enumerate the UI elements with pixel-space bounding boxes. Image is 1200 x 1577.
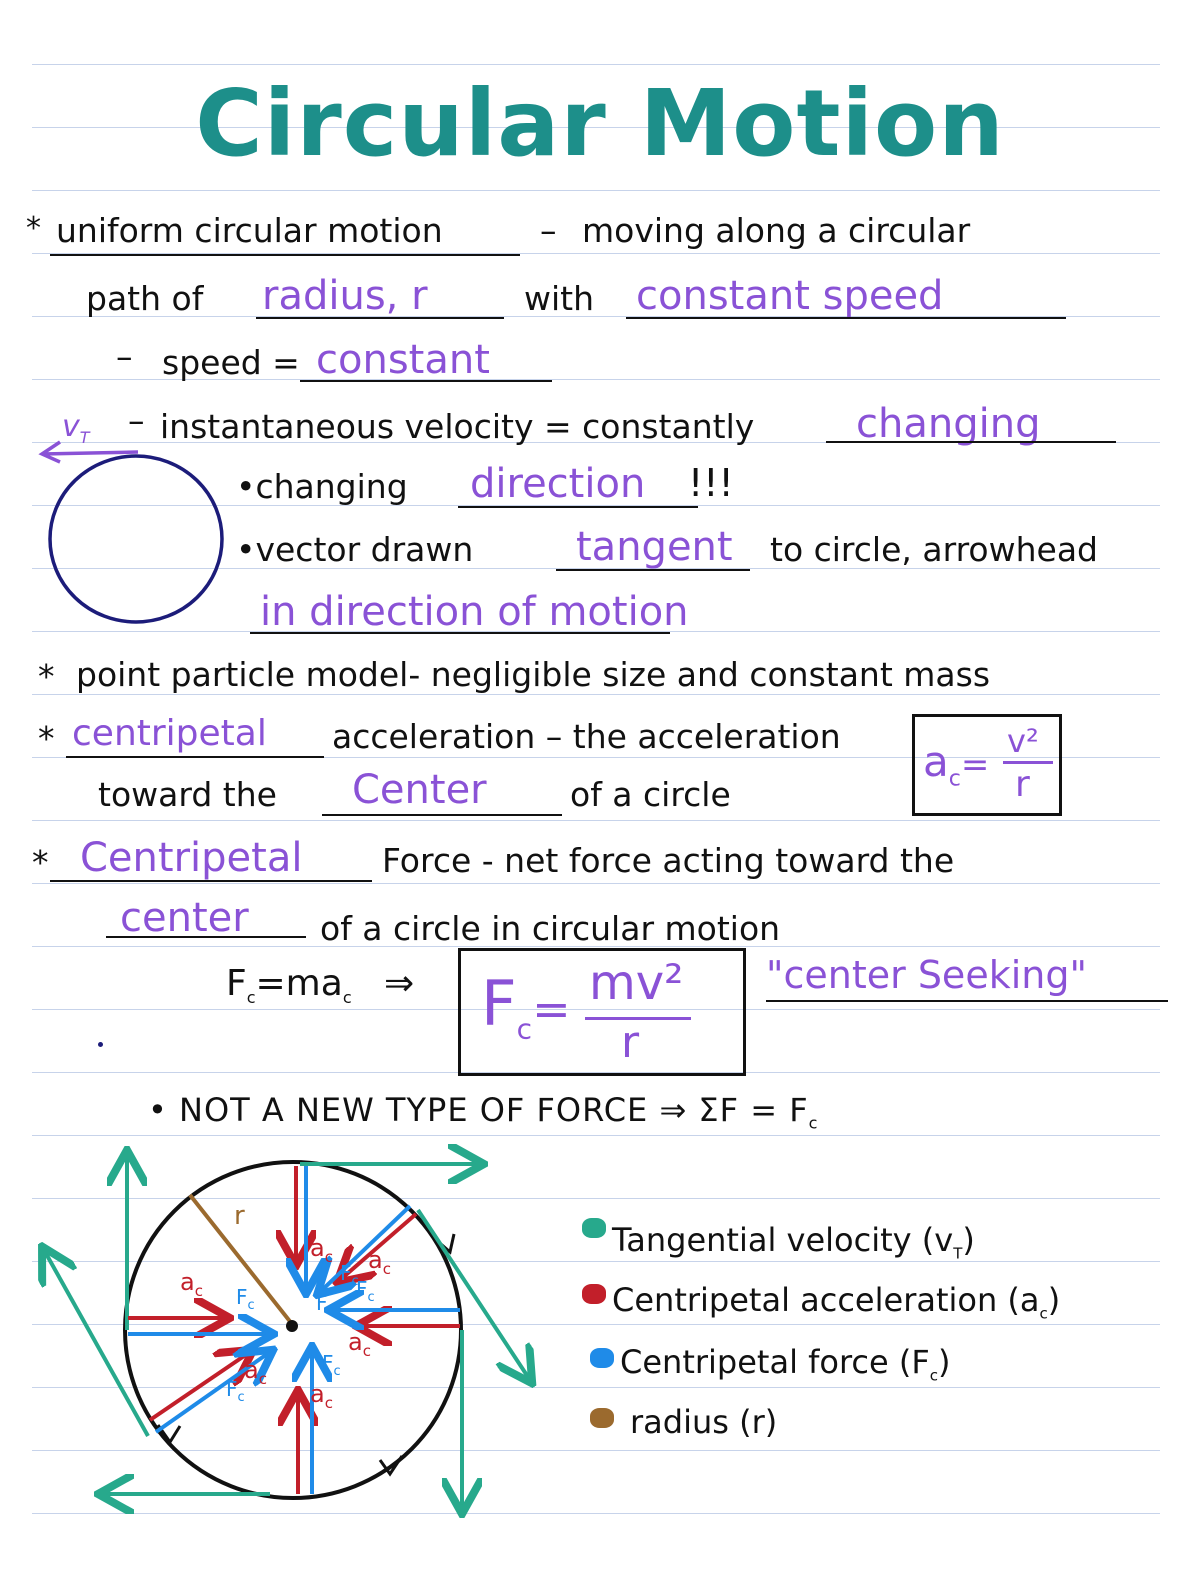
legend-swatch-force — [590, 1348, 614, 1368]
underline — [556, 569, 750, 571]
svg-text:Fc: $F_c$ — [226, 1377, 245, 1405]
formula-fc-lhs: $F_c=$ — [481, 967, 571, 1046]
velocity-symbol: $v_T$ — [62, 409, 90, 447]
formula-ac-den: r — [1015, 764, 1030, 805]
term-ucm: uniform circular motion — [56, 211, 443, 250]
velocity-label: instantaneous velocity = constantly — [160, 407, 755, 446]
svg-text:ac: $a_c$ — [368, 1246, 391, 1278]
center-seeking-quote: "center Seeking" — [766, 953, 1087, 997]
speed-dash: – — [116, 337, 133, 376]
underline — [300, 380, 552, 382]
of-a-circle: of a circle — [570, 775, 731, 814]
newton-equation: $F_c=ma_c$ — [226, 963, 352, 1008]
radius-label: r — [234, 1201, 245, 1231]
legend-swatch-acceleration — [582, 1284, 606, 1304]
toward-the: toward the — [98, 775, 277, 814]
page-title: Circular Motion — [195, 70, 1005, 177]
speed-label: speed = — [162, 343, 300, 382]
not-new-force-text: • NOT A NEW TYPE OF FORCE ⇒ $\Sigma F = F_c$ — [148, 1091, 819, 1133]
underline — [256, 317, 504, 319]
answer-center-2: center — [120, 895, 249, 941]
bullet-changing: •changing — [236, 467, 408, 506]
svg-text:ac: $a_c$ — [180, 1268, 203, 1300]
answer-centripetal-force: Centripetal — [80, 835, 303, 881]
bullet-star: * — [38, 657, 55, 696]
legend-swatch-tangential — [582, 1218, 606, 1238]
underline — [322, 814, 562, 816]
bullet-star: * — [38, 719, 55, 758]
svg-text:ac: $a_c$ — [310, 1380, 333, 1412]
path-of-text: path of — [86, 279, 204, 318]
implies-icon: ⇒ — [384, 963, 415, 1004]
underline — [50, 880, 372, 882]
formula-box-ac — [912, 714, 1062, 816]
point-particle-text: point particle model- negligible size and constant mass — [76, 655, 991, 694]
exclamations: !!! — [688, 461, 734, 505]
circle-sketch — [46, 452, 228, 628]
stray-dot — [98, 1042, 103, 1047]
answer-centripetal-accel: centripetal — [72, 713, 267, 754]
dash: – — [540, 211, 557, 250]
underline — [50, 254, 520, 256]
bullet-star: * — [32, 843, 49, 882]
formula-fc-den: r — [621, 1017, 640, 1068]
vel-dash: – — [128, 401, 145, 440]
svg-text:ac: $a_c$ — [348, 1328, 371, 1360]
legend-item-force: Centripetal force $(F_c)$ — [620, 1343, 951, 1385]
def-ucm-1: moving along a circular — [582, 211, 971, 250]
bullet-vector: •vector drawn — [236, 530, 474, 569]
svg-text:Fc: $F_c$ — [322, 1351, 341, 1379]
circle-motion-text: of a circle in circular motion — [320, 909, 781, 948]
svg-text:ac: $a_c$ — [310, 1234, 333, 1266]
with-text: with — [524, 279, 595, 318]
legend-swatch-radius — [590, 1408, 614, 1428]
force-def: Force - net force acting toward the — [382, 841, 955, 880]
acceleration-def: acceleration – the acceleration — [332, 717, 841, 756]
underline — [766, 1000, 1168, 1002]
answer-direction-of-motion: in direction of motion — [260, 589, 689, 635]
svg-text:Fc: $F_c$ — [236, 1285, 255, 1313]
answer-direction: direction — [470, 461, 646, 507]
answer-tangent: tangent — [576, 524, 733, 570]
svg-text:Fc: $F_c$ — [340, 1261, 359, 1289]
underline — [106, 936, 306, 938]
underline — [826, 441, 1116, 443]
circular-motion-diagram — [30, 1140, 560, 1530]
legend-item-tangential: Tangential velocity $(v_T)$ — [612, 1221, 975, 1263]
legend-item-radius: radius (r) — [630, 1403, 778, 1441]
answer-center: Center — [352, 767, 487, 813]
answer-radius: radius, r — [262, 273, 428, 319]
legend-item-acceleration: Centripetal acceleration $(a_c)$ — [612, 1281, 1061, 1323]
vector-tail: to circle, arrowhead — [770, 530, 1098, 569]
formula-fc-num: mv² — [589, 955, 684, 1011]
formula-ac-num: v² — [1007, 722, 1039, 760]
answer-changing: changing — [856, 401, 1041, 447]
underline — [66, 756, 324, 758]
center-dot — [286, 1320, 298, 1332]
bullet-star: * — [26, 211, 41, 246]
answer-speed-constant: constant — [316, 337, 490, 383]
underline — [626, 317, 1066, 319]
svg-text:Fc: $F_c$ — [316, 1291, 335, 1319]
svg-text:ac: $a_c$ — [244, 1356, 267, 1388]
formula-box-fc — [458, 948, 746, 1076]
underline — [458, 506, 698, 508]
formula-ac-lhs: $a_c=$ — [923, 737, 990, 792]
answer-constant-speed: constant speed — [636, 273, 944, 319]
svg-text:Fc: $F_c$ — [356, 1277, 375, 1305]
underline — [250, 632, 670, 634]
